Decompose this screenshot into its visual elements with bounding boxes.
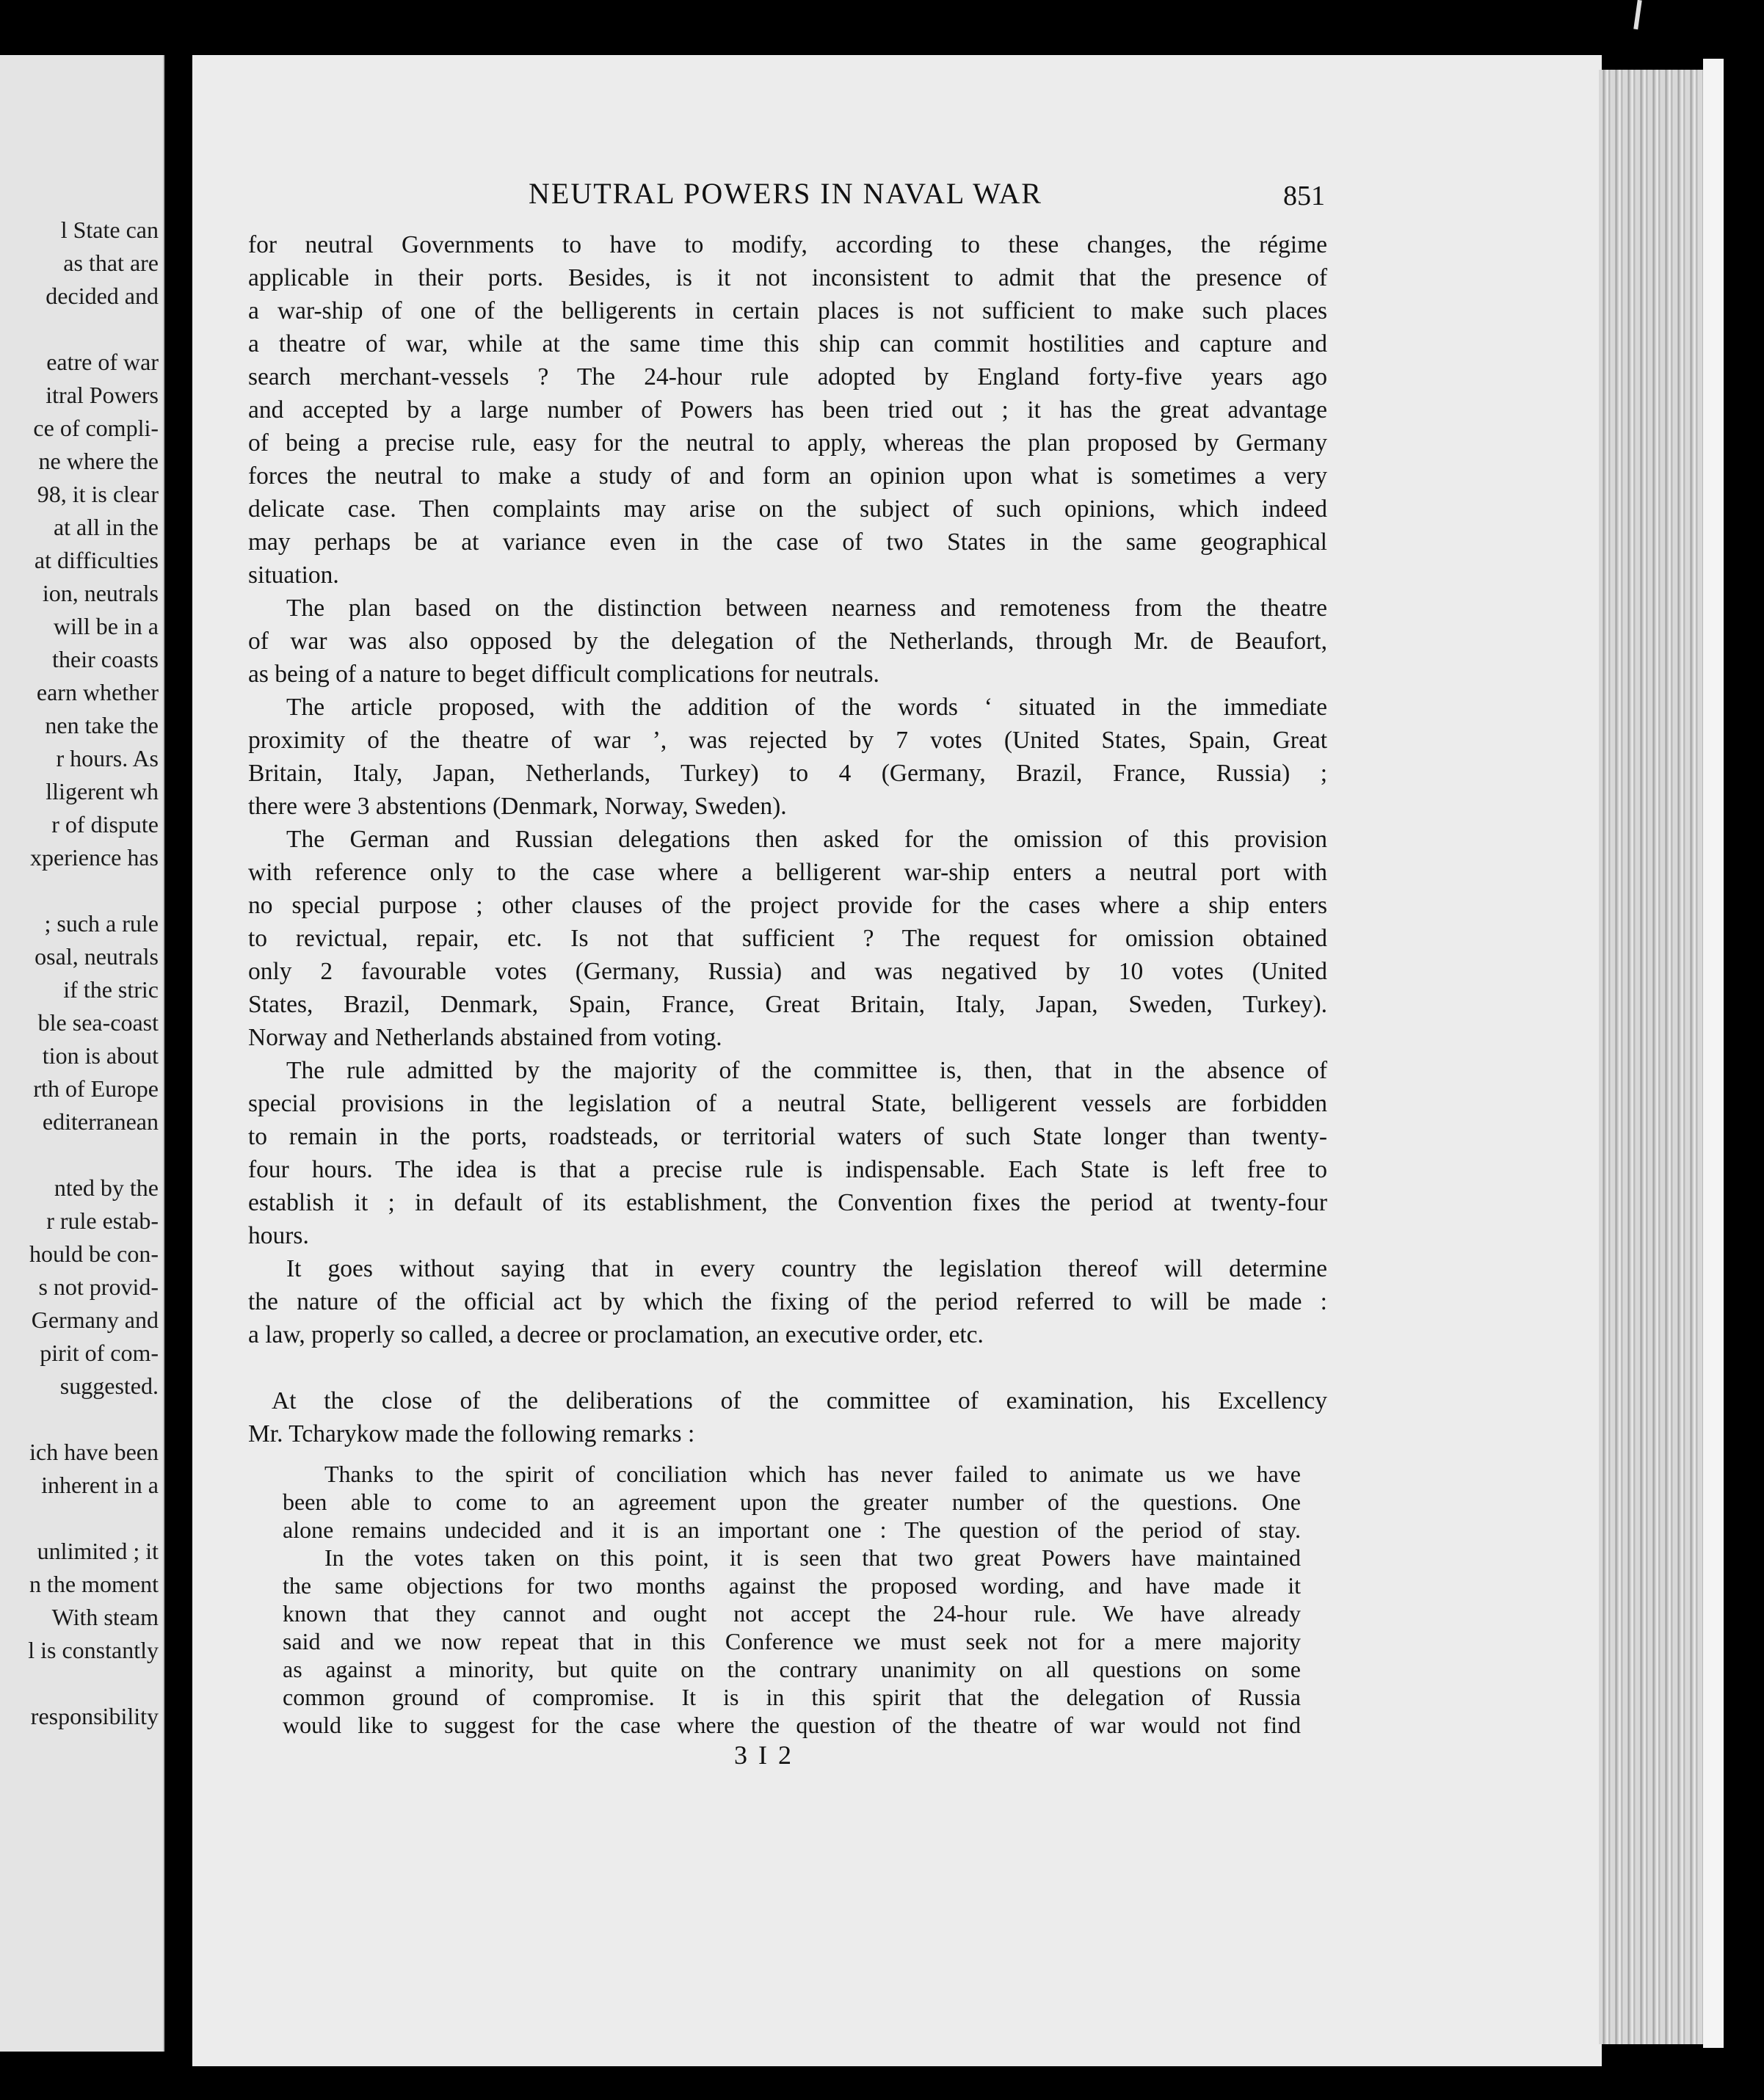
left-page-line: osal, neutrals: [35, 943, 159, 970]
quote-line: would like to suggest for the case where the question of the theatre of war would not find: [283, 1712, 1301, 1738]
body-line: the nature of the official act by which the fixing of the period referred to will be made :: [248, 1288, 1327, 1315]
quote-line: said and we now repeat that in this Conference we must seek not for a mere majority: [283, 1628, 1301, 1654]
body-line: Britain, Italy, Japan, Netherlands, Turkey) to 4 (Germany, Brazil, France, Russia) ;: [248, 760, 1327, 787]
body-line: a theatre of war, while at the same time this ship can commit hostilities and capture and: [248, 330, 1327, 357]
left-page-line: r of dispute: [51, 811, 159, 838]
body-line: a law, properly so called, a decree or proclamation, an executive order, etc.: [248, 1321, 984, 1348]
left-page-line: hould be con-: [29, 1240, 159, 1267]
left-page-line: eatre of war: [46, 349, 159, 375]
left-page-line: With steam: [51, 1604, 159, 1630]
body-line: a war-ship of one of the belligerents in certain places is not sufficient to make such places: [248, 297, 1327, 324]
quote-line: common ground of compromise. It is in this spirit that the delegation of Russia: [283, 1684, 1301, 1710]
body-line: The German and Russian delegations then asked for the omission of this provision: [286, 826, 1327, 853]
body-line: there were 3 abstentions (Denmark, Norway, Sweden).: [248, 793, 787, 820]
body-line: for neutral Governments to have to modify, according to these changes, the régime: [248, 231, 1327, 258]
left-page-line: Germany and: [31, 1307, 159, 1333]
body-line: only 2 favourable votes (Germany, Russia) and was negatived by 10 votes (United: [248, 958, 1327, 985]
body-line: The plan based on the distinction between nearness and remoteness from the theatre: [286, 595, 1327, 622]
body-line: and accepted by a large number of Powers has been tried out ; it has the great advantage: [248, 396, 1327, 424]
left-page-line: as that are: [63, 250, 159, 276]
left-page-line: 98, it is clear: [37, 481, 159, 507]
body-line: Norway and Netherlands abstained from voting.: [248, 1024, 722, 1051]
body-line: of being a precise rule, easy for the neutral to apply, whereas the plan proposed by Germany: [248, 429, 1327, 457]
left-page-line: if the stric: [63, 976, 159, 1003]
left-page-line: l is constantly: [28, 1637, 159, 1663]
left-page-line: at difficulties: [34, 547, 159, 573]
quote-line: known that they cannot and ought not accept the 24-hour rule. We have already: [283, 1600, 1301, 1627]
body-line: applicable in their ports. Besides, is it not inconsistent to admit that the presence of: [248, 264, 1327, 291]
left-page-line: xperience has: [29, 844, 159, 871]
body-line: proximity of the theatre of war ’, was rejected by 7 votes (United States, Spain, Great: [248, 727, 1327, 754]
left-page-line: suggested.: [59, 1373, 159, 1399]
quote-line: Thanks to the spirit of conciliation which has never failed to animate us we have: [324, 1461, 1301, 1487]
page-edge-margin: [1703, 59, 1724, 2048]
body-line: to remain in the ports, roadsteads, or territorial waters of such State longer than twenty-: [248, 1123, 1327, 1150]
body-line: The rule admitted by the majority of the committee is, then, that in the absence of: [286, 1057, 1327, 1084]
left-page-line: ion, neutrals: [42, 580, 159, 606]
quote-line: alone remains undecided and it is an important one : The question of the period of stay.: [283, 1516, 1301, 1543]
corner-mark: [1633, 0, 1642, 29]
body-line: States, Brazil, Denmark, Spain, France, Great Britain, Italy, Japan, Sweden, Turkey).: [248, 991, 1327, 1018]
signature-mark: 3 I 2: [734, 1740, 794, 1770]
left-page-line: rth of Europe: [33, 1075, 159, 1102]
body-line: four hours. The idea is that a precise rule is indispensable. Each State is left free to: [248, 1156, 1327, 1183]
body-line: of war was also opposed by the delegation of the Netherlands, through Mr. de Beaufort,: [248, 628, 1327, 655]
body-line: as being of a nature to beget difficult complications for neutrals.: [248, 661, 879, 688]
left-page-line: ; such a rule: [44, 910, 159, 937]
left-page-line: ce of compli-: [33, 415, 159, 441]
left-page-line: ich have been: [29, 1439, 159, 1465]
running-head: NEUTRAL POWERS IN NAVAL WAR: [529, 177, 1042, 210]
quote-line: the same objections for two months against the proposed wording, and have made it: [283, 1572, 1301, 1599]
left-page-line: decided and: [46, 283, 159, 309]
body-line: may perhaps be at variance even in the case of two States in the same geographical: [248, 528, 1327, 556]
body-line: The article proposed, with the addition of the words ‘ situated in the immediate: [286, 694, 1327, 721]
left-page-line: editerranean: [42, 1108, 159, 1135]
page-number: 851: [1283, 181, 1325, 211]
quote-line: been able to come to an agreement upon the greater number of the questions. One: [283, 1489, 1301, 1515]
quote-line: as against a minority, but quite on the contrary unanimity on all questions on some: [283, 1656, 1301, 1682]
left-page-line: ne where the: [38, 448, 159, 474]
left-facing-page: [0, 55, 164, 2052]
left-page-line: ble sea-coast: [37, 1009, 159, 1036]
left-page-line: at all in the: [53, 514, 159, 540]
left-page-line: responsibility: [30, 1703, 159, 1729]
left-page-line: r rule estab-: [46, 1207, 159, 1234]
left-page-line: unlimited ; it: [37, 1538, 159, 1564]
left-page-line: l State can: [60, 217, 159, 243]
page-edges: [1599, 70, 1713, 2044]
left-page-line: pirit of com-: [40, 1340, 159, 1366]
left-page-line: their coasts: [52, 646, 159, 672]
left-page-line: n the moment: [29, 1571, 159, 1597]
left-page-line: inherent in a: [41, 1472, 159, 1498]
body-line: to revictual, repair, etc. Is not that sufficient ? The request for omission obtained: [248, 925, 1327, 952]
body-line: situation.: [248, 562, 339, 589]
left-page-line: tion is about: [42, 1042, 159, 1069]
body-line: search merchant-vessels ? The 24-hour rule adopted by England forty-five years ago: [248, 363, 1327, 390]
left-page-line: will be in a: [53, 613, 159, 639]
body-line: At the close of the deliberations of the committee of examination, his Excellency: [272, 1387, 1327, 1414]
body-line: Mr. Tcharykow made the following remarks :: [248, 1420, 695, 1447]
body-line: hours.: [248, 1222, 309, 1249]
body-line: establish it ; in default of its establishment, the Convention fixes the period at twenty-four: [248, 1189, 1327, 1216]
body-line: forces the neutral to make a study of and form an opinion upon what is sometimes a very: [248, 462, 1327, 490]
left-page-line: nted by the: [54, 1174, 159, 1201]
left-page-line: s not provid-: [38, 1274, 159, 1300]
left-page-line: r hours. As: [56, 745, 159, 771]
body-line: special provisions in the legislation of a neutral State, belligerent vessels are forbidden: [248, 1090, 1327, 1117]
left-page-line: itral Powers: [46, 382, 159, 408]
body-line: no special purpose ; other clauses of the project provide for the cases where a ship enters: [248, 892, 1327, 919]
body-line: It goes without saying that in every country the legislation thereof will determine: [286, 1255, 1327, 1282]
body-line: delicate case. Then complaints may arise on the subject of such opinions, which indeed: [248, 495, 1327, 523]
left-page-line: lligerent wh: [46, 778, 159, 804]
body-line: with reference only to the case where a belligerent war-ship enters a neutral port with: [248, 859, 1327, 886]
quote-line: In the votes taken on this point, it is seen that two great Powers have maintained: [324, 1544, 1301, 1571]
left-page-line: earn whether: [36, 679, 159, 705]
left-page-line: nen take the: [45, 712, 159, 738]
